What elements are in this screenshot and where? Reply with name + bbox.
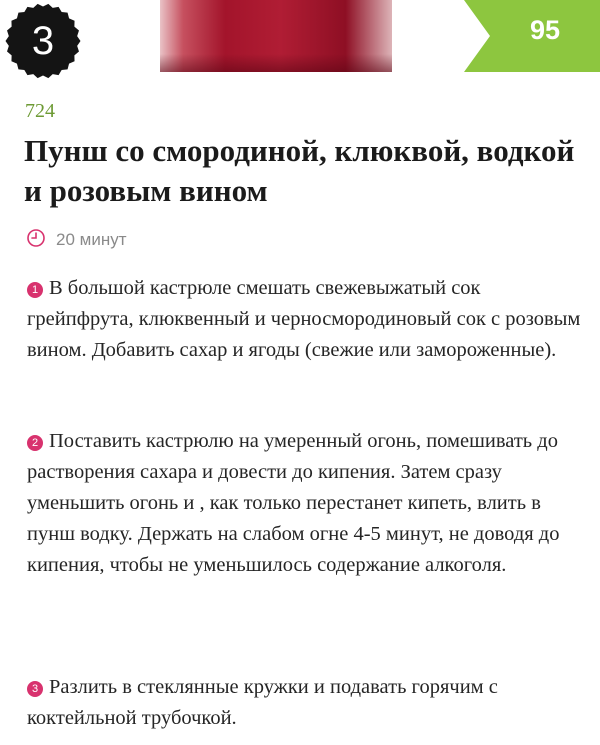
clock-icon <box>26 228 46 253</box>
recipe-score: 95 <box>529 15 560 45</box>
cook-time-row <box>26 228 127 252</box>
punch-glass-photo <box>160 0 392 72</box>
step-3 <box>27 672 587 734</box>
recipe-number-badge <box>5 3 81 79</box>
step-number-marker: 3 <box>27 681 43 697</box>
step-1 <box>27 273 587 366</box>
step-text: Разлить в стеклянные кружки и подавать горячим с коктейльной трубочкой. <box>27 676 498 729</box>
recipe-title: Пунш со смородиной, клюквой, водкой и розовым вином <box>24 133 575 208</box>
recipe-number: 3 <box>31 19 55 63</box>
photo-shadow <box>160 54 392 72</box>
score-banner <box>464 0 600 72</box>
step-2 <box>27 426 587 581</box>
step-number-marker: 1 <box>27 282 43 298</box>
cook-time: 20 минут <box>56 230 127 249</box>
recipe-id: 724 <box>25 100 55 122</box>
step-text: В большой кастрюле смешать свежевыжатый сок грейпфрута, клюквенный и черносмородиновый сок с розовым вином. Добавить сахар и ягоды (свежие или замороженные). <box>27 277 581 361</box>
step-text: Поставить кастрюлю на умеренный огонь, помешивать до растворения сахара и довести до кипения. Затем сразу уменьшить огонь и , как только перестанет кипеть, влить в пунш водку. Держать на слабом огне 4-5 минут, не доводя до кипения, чтобы не уменьшилось содержание алкоголя. <box>27 430 560 576</box>
step-number-marker: 2 <box>27 435 43 451</box>
